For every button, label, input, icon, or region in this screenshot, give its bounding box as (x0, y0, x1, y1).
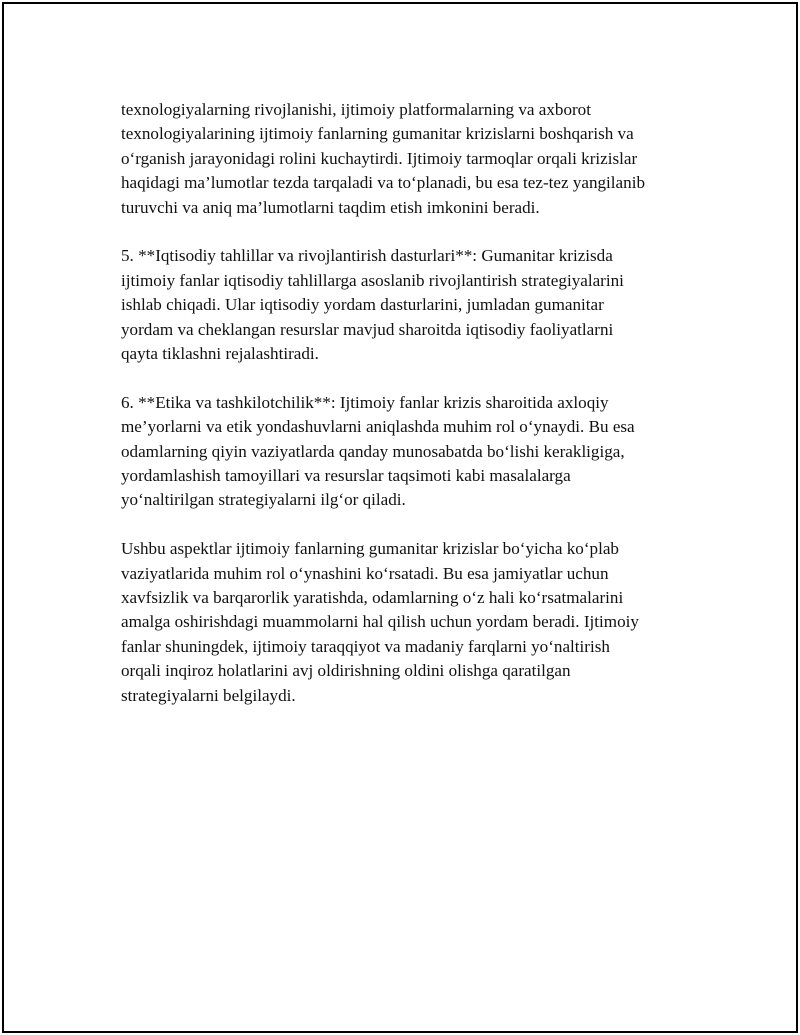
text-line: odamlarning qiyin vaziyatlarda qanday munosabatda bo‘lishi kerakligiga, (121, 441, 625, 461)
text-line: yo‘naltirilgan strategiyalarni ilg‘or qiladi. (121, 490, 406, 510)
text-line: strategiyalarni belgilaydi. (121, 685, 296, 705)
text-line: me’yorlarni va etik yondashuvlarni aniqlashda muhim rol o‘ynaydi. Bu esa (121, 417, 635, 437)
text-line: 6. **Etika va tashkilotchilik**: Ijtimoiy fanlar krizis sharoitida axloqiy (121, 392, 609, 412)
paragraph-item-6 (121, 391, 721, 513)
text-line: ijtimoiy fanlar iqtisodiy tahlillarga asoslanib rivojlantirish strategiyalarini (121, 270, 624, 290)
text-line: texnologiyalarining ijtimoiy fanlarning gumanitar krizislarni boshqarish va (121, 124, 634, 144)
paragraph-intro (121, 98, 721, 220)
text-line: qayta tiklashni rejalashtiradi. (121, 344, 319, 364)
text-line: yordam va cheklangan resurslar mavjud sharoitda iqtisodiy faoliyatlarni (121, 319, 614, 339)
paragraph-conclusion (121, 537, 721, 708)
text-line: yordamlashish tamoyillari va resurslar taqsimoti kabi masalalarga (121, 466, 571, 486)
text-line: turuvchi va aniq ma’lumotlarni taqdim etish imkonini beradi. (121, 197, 540, 217)
document-body (121, 98, 721, 733)
text-line: vaziyatlarida muhim rol o‘ynashini ko‘rsatadi. Bu esa jamiyatlar uchun (121, 563, 609, 583)
paragraph-item-5 (121, 244, 721, 366)
text-line: amalga oshirishdagi muammolarni hal qilish uchun yordam beradi. Ijtimoiy (121, 612, 639, 632)
text-line: ishlab chiqadi. Ular iqtisodiy yordam dasturlarini, jumladan gumanitar (121, 295, 604, 315)
text-line: orqali inqiroz holatlarini avj oldirishning oldini olishga qaratilgan (121, 661, 571, 681)
text-line: xavfsizlik va barqarorlik yaratishda, odamlarning o‘z hali ko‘rsatmalarini (121, 588, 624, 608)
text-line: Ushbu aspektlar ijtimoiy fanlarning gumanitar krizislar bo‘yicha ko‘plab (121, 539, 619, 559)
text-line: 5. **Iqtisodiy tahlillar va rivojlantirish dasturlari**: Gumanitar krizisda (121, 246, 613, 266)
page-frame (2, 2, 798, 1033)
text-line: o‘rganish jarayonidagi rolini kuchaytirdi. Ijtimoiy tarmoqlar orqali krizislar (121, 148, 638, 168)
text-line: texnologiyalarning rivojlanishi, ijtimoiy platformalarning va axborot (121, 100, 591, 119)
text-line: fanlar shuningdek, ijtimoiy taraqqiyot va madaniy farqlarni yo‘naltirish (121, 636, 610, 656)
text-line: haqidagi ma’lumotlar tezda tarqaladi va to‘planadi, bu esa tez-tez yangilanib (121, 173, 645, 193)
